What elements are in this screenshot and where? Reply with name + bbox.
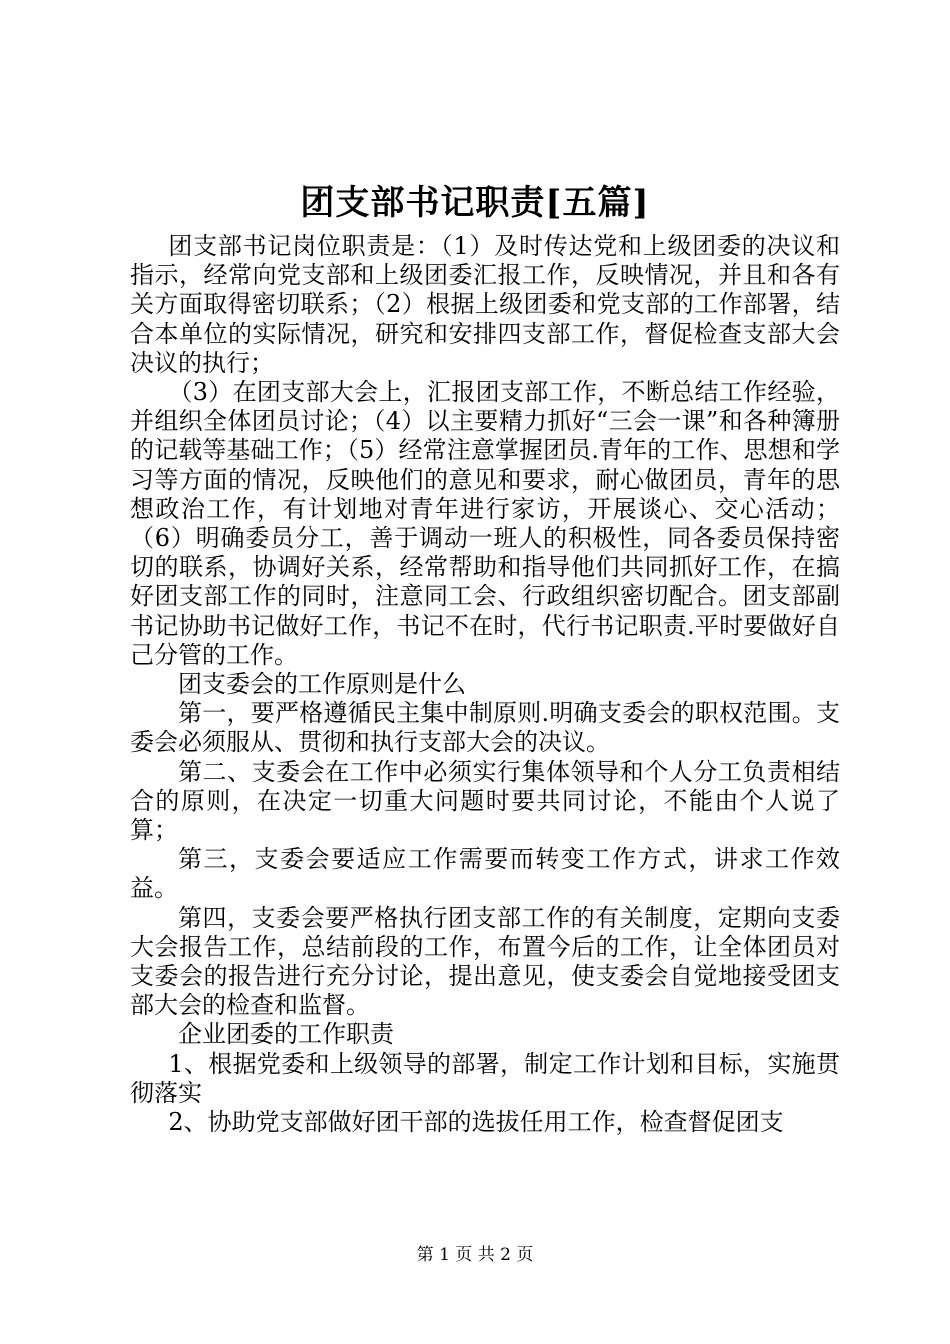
document-title: 团支部书记职责[五篇]: [300, 183, 650, 223]
paragraph-principle-first: 第一，要严格遵循民主集中制原则.明确支委会的职权范围。支委会必须服从、贯彻和执行支部大会的决议。: [130, 699, 840, 757]
paragraph-principle-second: 第二、支委会在工作中必须实行集体领导和个人分工负责相结合的原则，在决定一切重大问题时要共同讨论，不能由个人说了算；: [130, 757, 840, 845]
page-footer: 第 1 页 共 2 页: [416, 1245, 534, 1265]
document-body: [130, 232, 840, 1137]
list-item-duty-1: 1、根据党委和上级领导的部署，制定工作计划和目标，实施贯彻落实: [130, 1049, 840, 1107]
heading-committee-principles: 团支委会的工作原则是什么: [178, 670, 466, 699]
paragraph-secretary-duties-continued: （3）在团支部大会上，汇报团支部工作，不断总结工作经验，并组织全体团员讨论；（4）以主要精力抓好“三会一课”和各种簿册的记载等基础工作；（5）经常注意掌握团员.青年的工作、思想和学习等方面的情况，反映他们的意见和要求，耐心做团员，青年的思想政治工作，有计划地对青年进行家访，开展谈心、交心活动；（6）明确委员分工，善于调动一班人的积极性，同各委员保持密切的联系，协调好关系，经常帮助和指导他们共同抓好工作，在搞好团支部工作的同时，注意同工会、行政组织密切配合。团支部副书记协助书记做好工作，书记不在时，代行书记职责.平时要做好自己分管的工作。: [130, 378, 840, 669]
paragraph-principle-third: 第三，支委会要适应工作需要而转变工作方式，讲求工作效益。: [130, 845, 840, 903]
paragraph-secretary-duties: 团支部书记岗位职责是：（1）及时传达党和上级团委的决议和指示，经常向党支部和上级团委汇报工作，反映情况，并且和各有关方面取得密切联系；（2）根据上级团委和党支部的工作部署，结合本单位的实际情况，研究和安排四支部工作，督促检查支部大会决议的执行；: [130, 232, 840, 377]
paragraph-principle-fourth: 第四，支委会要严格执行团支部工作的有关制度，定期向支委大会报告工作，总结前段的工作，布置今后的工作，让全体团员对支委会的报告进行充分讨论，提出意见，使支委会自觉地接受团支部大会的检查和监督。: [130, 903, 840, 1020]
list-item-duty-2: 2、协助党支部做好团干部的选拔任用工作，检查督促团支: [168, 1108, 784, 1137]
heading-enterprise-duties: 企业团委的工作职责: [178, 1020, 394, 1049]
